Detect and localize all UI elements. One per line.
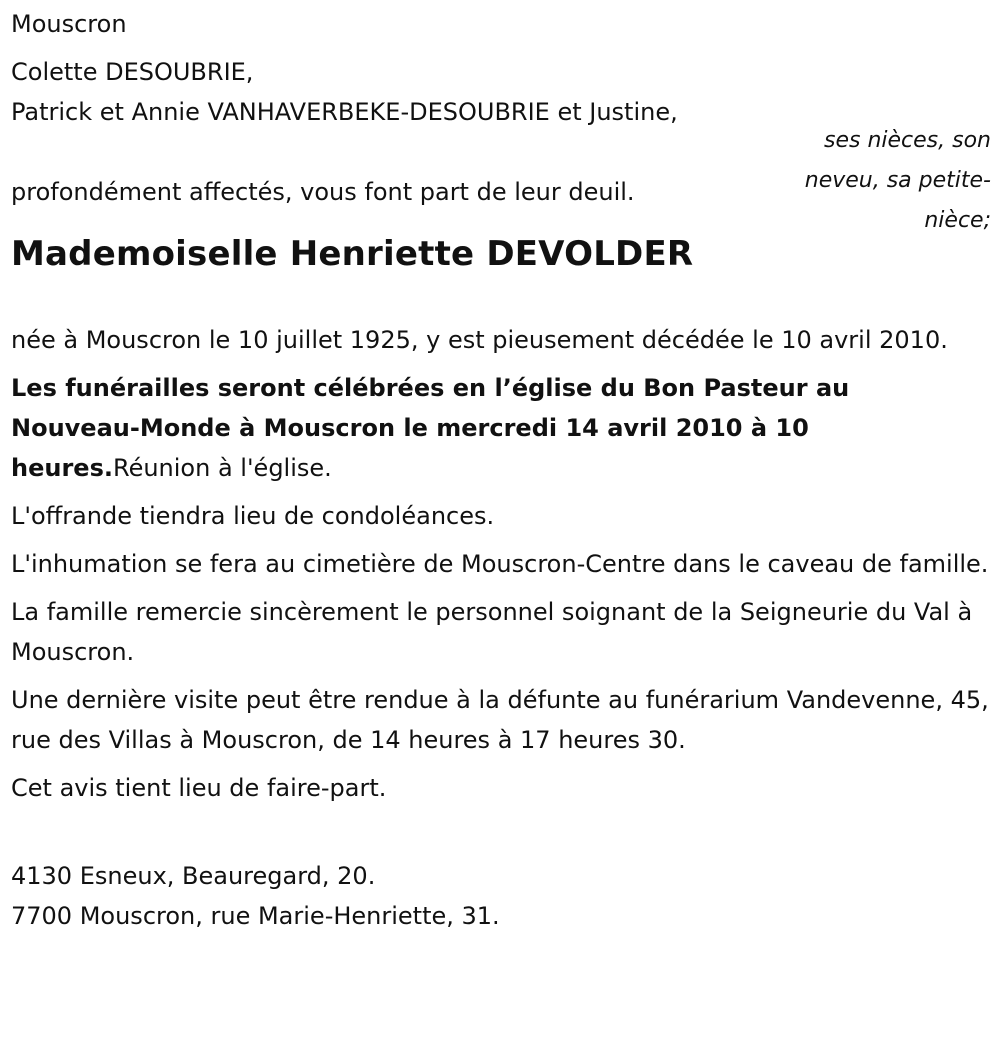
family-closing: profondément affectés, vous font part de leur deuil. xyxy=(11,178,635,206)
funeral-meeting: Réunion à l'église. xyxy=(112,454,332,482)
birth-death-text: née à Mouscron le 10 juillet 1925, y est pieusement décédée le 10 avril 2010. xyxy=(11,326,948,354)
address-line: 4130 Esneux, Beauregard, 20. xyxy=(11,862,376,890)
funeral-bold-line-3: heures. xyxy=(11,454,113,482)
funeral-bold-line-2: Nouveau-Monde à Mouscron le mercredi 14 avril 2010 à 10 xyxy=(11,414,809,442)
family-line-1: Colette DESOUBRIE, xyxy=(11,58,254,86)
offering-text: L'offrande tiendra lieu de condoléances. xyxy=(11,502,495,530)
header-city: Mouscron xyxy=(11,10,127,38)
deceased-name: Mademoiselle Henriette DEVOLDER xyxy=(11,234,694,274)
funeral-paragraph xyxy=(11,368,991,488)
address-line: 7700 Mouscron, rue Marie-Henriette, 31. xyxy=(11,902,500,930)
family-relation: ses nièces, son neveu, sa petite-nièce; xyxy=(804,128,991,233)
thanks-text: La famille remercie sincèrement le personnel soignant de la Seigneurie du Val à Mouscron. xyxy=(11,598,973,666)
addresses xyxy=(11,856,991,936)
notice-text: Cet avis tient lieu de faire-part. xyxy=(11,774,387,802)
visit-text: Une dernière visite peut être rendue à la défunte au funérarium Vandevenne, 45, rue des Villas à Mouscron, de 14 heures à 17 heures 30. xyxy=(11,686,989,754)
family-line-2: Patrick et Annie VANHAVERBEKE-DESOUBRIE et Justine, xyxy=(11,98,678,126)
burial-text: L'inhumation se fera au cimetière de Mouscron-Centre dans le caveau de famille. xyxy=(11,550,989,578)
funeral-bold-line-1: Les funérailles seront célébrées en l’église du Bon Pasteur au xyxy=(11,374,850,402)
